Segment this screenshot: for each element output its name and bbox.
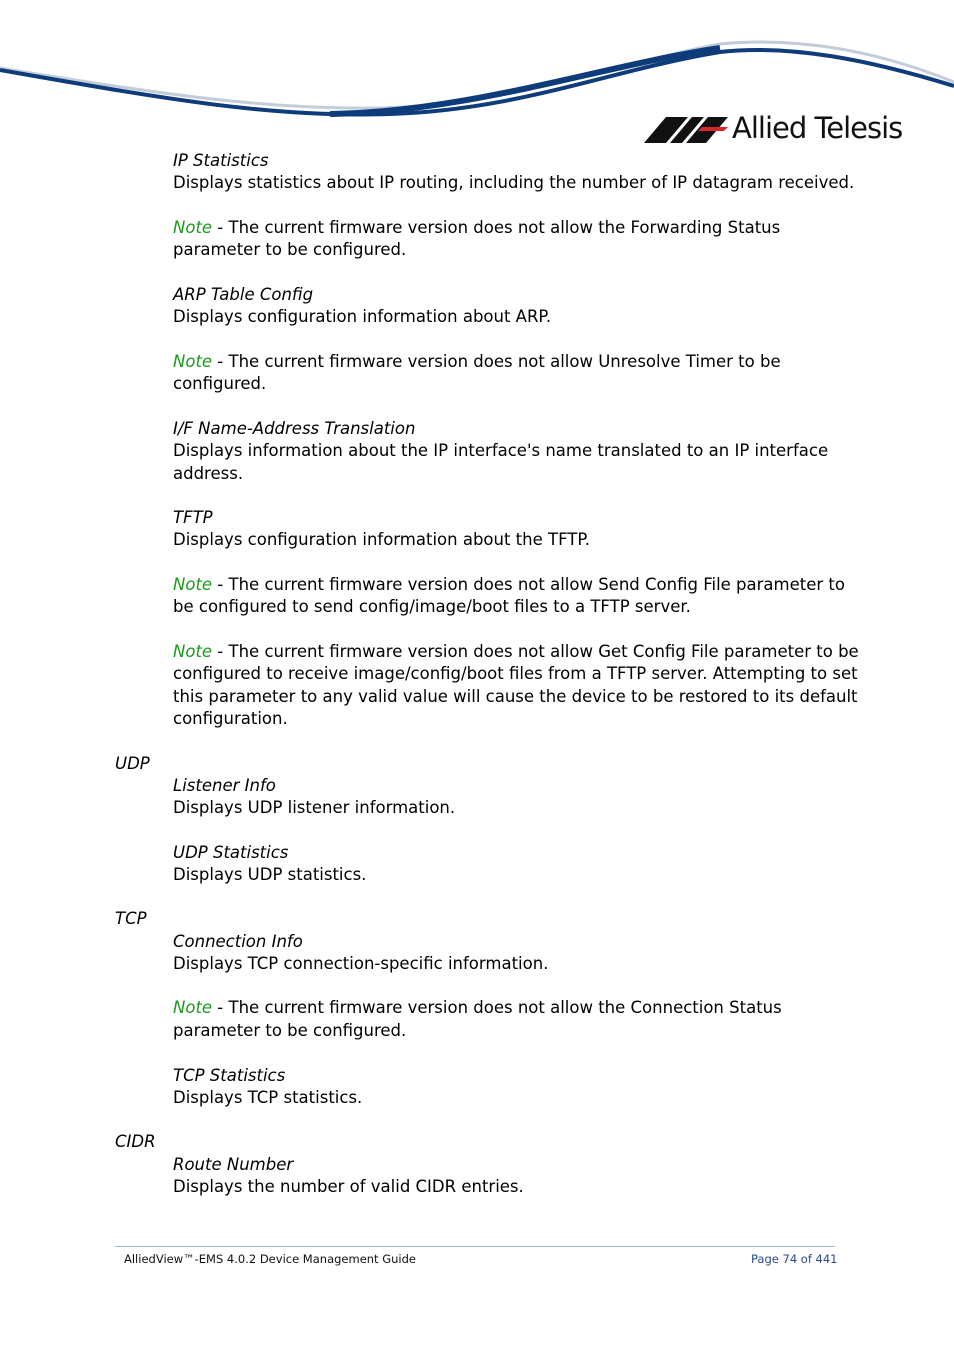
tcp-stats-desc: Displays TCP statistics. [173,1088,363,1107]
tcp-section-title: TCP [115,909,147,928]
arp-desc: Displays configuration information about ARP. [173,307,552,326]
arp-title: ARP Table Config [173,285,314,304]
allied-telesis-logo [644,108,902,148]
route-desc: Displays the number of valid CIDR entries. [173,1177,524,1196]
udp-stats-desc: Displays UDP statistics. [173,865,367,884]
note-get-config-line2: configured to receive image/config/boot files from a TFTP server. Attempting to set [173,664,858,683]
listener-desc: Displays UDP listener information. [173,798,456,817]
listener-title: Listener Info [173,776,276,795]
footer-divider [115,1246,835,1247]
note-text: - The current firmware version does not allow Unresolve Timer to be [212,352,781,371]
route-title: Route Number [173,1155,294,1174]
ifname-desc-line2: address. [173,464,244,483]
footer-title: AlliedView™-EMS 4.0.2 Device Management Guide [124,1252,416,1266]
logo-mark-icon [644,113,728,143]
note-send-config-line2: be configured to send config/image/boot files to a TFTP server. [173,597,691,616]
ip-statistics-title: IP Statistics [173,151,269,170]
tftp-desc: Displays configuration information about the TFTP. [173,530,590,549]
page-number: Page 74 of 441 [751,1252,838,1266]
udp-section-title: UDP [115,754,150,773]
cidr-section-title: CIDR [115,1132,156,1151]
ifname-title: I/F Name-Address Translation [173,419,416,438]
note-unresolve-timer-line2: configured. [173,374,267,393]
tcp-stats-title: TCP Statistics [173,1066,286,1085]
logo-text: Allied Telesis [732,111,903,145]
note-get-config-line4: configuration. [173,709,288,728]
ip-statistics-desc: Displays statistics about IP routing, including the number of IP datagram received. [173,173,855,192]
conn-title: Connection Info [173,932,303,951]
conn-desc: Displays TCP connection-specific information. [173,954,549,973]
note-label: Note [173,642,213,661]
note-connection-status [173,997,782,1020]
note-label: Note [173,575,213,594]
tftp-title: TFTP [173,508,213,527]
note-forwarding-status-line2: parameter to be configured. [173,240,407,259]
udp-stats-title: UDP Statistics [173,843,289,862]
note-label: Note [173,218,213,237]
note-text: - The current firmware version does not allow Send Config File parameter to [212,575,845,594]
ifname-desc-line1: Displays information about the IP interface's name translated to an IP interface [173,441,829,460]
note-forwarding-status [173,217,780,240]
note-unresolve-timer [173,351,781,374]
note-send-config [173,574,845,597]
note-get-config-line3: this parameter to any valid value will cause the device to be restored to its default [173,687,858,706]
note-label: Note [173,352,213,371]
note-text: - The current firmware version does not allow the Connection Status [212,998,782,1017]
note-label: Note [173,998,213,1017]
note-text: - The current firmware version does not allow Get Config File parameter to be [212,642,859,661]
note-connection-status-line2: parameter to be configured. [173,1021,407,1040]
note-text: - The current firmware version does not allow the Forwarding Status [212,218,781,237]
note-get-config [173,641,859,664]
